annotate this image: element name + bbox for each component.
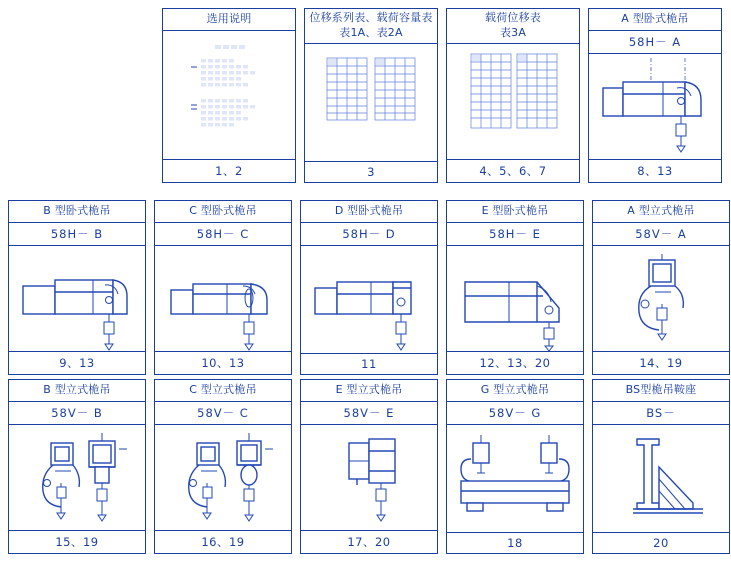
card-header: C 型立式桅吊 [155,380,291,402]
card-header: B 型立式桅吊 [9,380,145,402]
card-footer: 9、13 [9,351,145,374]
card-figure-text-block [163,31,295,159]
card-type-d-horizontal[interactable] [300,200,438,375]
card-type-g-vertical[interactable] [446,379,584,554]
card-figure-horizontal-a [589,54,721,159]
card-bs-saddle[interactable] [592,379,730,554]
card-header: C 型卧式桅吊 [155,201,291,223]
card-figure-tables-grid-tall [447,44,579,159]
card-figure-saddle [593,425,729,532]
card-figure-tables-grid [305,44,437,161]
card-figure-horizontal-b [9,246,145,351]
card-header-line2: 表3A [499,25,527,39]
card-footer: 14、19 [593,351,729,374]
card-figure-horizontal-e [447,246,583,351]
card-type-e-vertical[interactable] [300,379,438,554]
card-model-code: 58V－ B [9,402,145,425]
card-selection-notes[interactable] [162,8,296,183]
card-row-2 [8,200,730,375]
card-header: BS型桅吊鞍座 [593,380,729,402]
card-footer: 10、13 [155,351,291,374]
card-footer: 4、5、6、7 [447,159,579,182]
card-model-code: 58H－ C [155,223,291,246]
card-header-line2: 表1A、表2A [339,25,403,39]
card-model-code: BS－ [593,402,729,425]
card-header: 选用说明 [163,9,295,31]
card-model-code: 58V－ A [593,223,729,246]
card-type-c-vertical[interactable] [154,379,292,554]
card-footer: 1、2 [163,159,295,182]
card-header-line1: 载荷位移表 [485,11,541,24]
card-header-line1: 位移系列表、载荷容量表 [309,11,433,24]
card-footer: 15、19 [9,530,145,553]
card-header [447,9,579,44]
card-model-code: 58V－ C [155,402,291,425]
card-footer: 3 [305,161,437,182]
card-header: A 型卧式桅吊 [589,9,721,31]
card-type-b-vertical[interactable] [8,379,146,554]
card-footer: 17、20 [301,530,437,553]
card-model-code: 58H－ D [301,223,437,246]
card-model-code: 58V－ G [447,402,583,425]
card-figure-horizontal-d [301,246,437,353]
card-figure-vertical-a [593,246,729,351]
card-header: E 型卧式桅吊 [447,201,583,223]
card-row-1 [162,8,722,183]
card-type-b-horizontal[interactable] [8,200,146,375]
card-header: E 型立式桅吊 [301,380,437,402]
card-footer: 18 [447,532,583,553]
card-figure-vertical-g [447,425,583,532]
card-figure-vertical-e [301,425,437,530]
card-footer: 12、13、20 [447,351,583,374]
card-footer: 11 [301,353,437,374]
card-header [305,9,437,44]
card-model-code: 58H－ A [589,31,721,54]
card-footer: 20 [593,532,729,553]
card-type-a-horizontal[interactable] [588,8,722,183]
card-header: G 型立式桅吊 [447,380,583,402]
card-model-code: 58H－ B [9,223,145,246]
card-header: A 型立式桅吊 [593,201,729,223]
card-type-c-horizontal[interactable] [154,200,292,375]
card-model-code: 58H－ E [447,223,583,246]
card-load-displacement-table[interactable] [446,8,580,183]
card-type-a-vertical[interactable] [592,200,730,375]
card-header: B 型卧式桅吊 [9,201,145,223]
card-type-e-horizontal[interactable] [446,200,584,375]
card-row-3 [8,379,730,554]
card-figure-horizontal-c [155,246,291,351]
card-footer: 16、19 [155,530,291,553]
card-header: D 型卧式桅吊 [301,201,437,223]
card-figure-vertical-c [155,425,291,530]
card-displacement-series-capacity[interactable] [304,8,438,183]
card-footer: 8、13 [589,159,721,182]
card-figure-vertical-b [9,425,145,530]
card-model-code: 58V－ E [301,402,437,425]
